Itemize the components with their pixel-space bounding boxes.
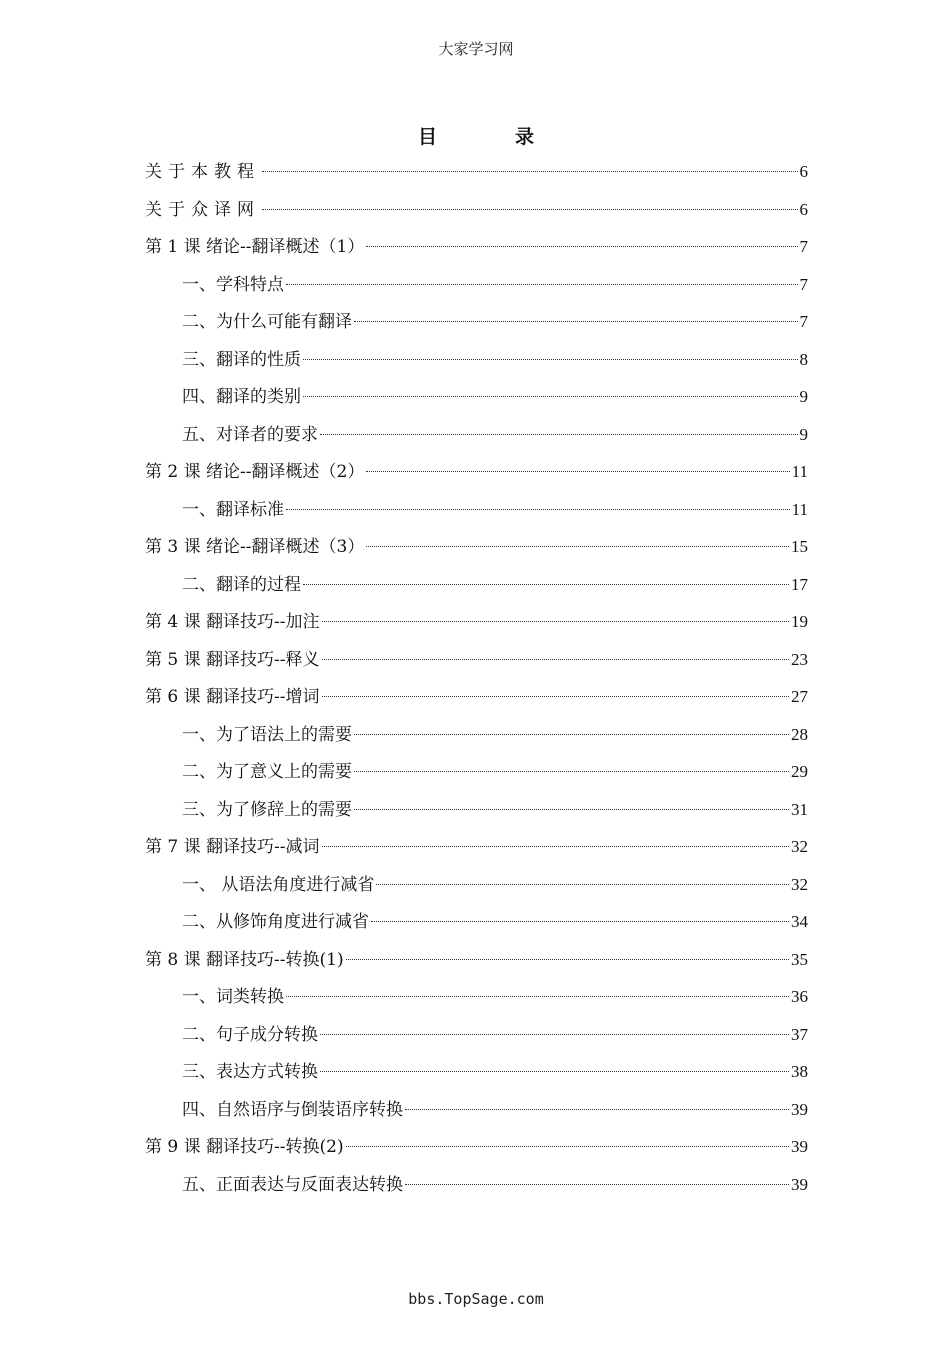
toc-entry-page-number: 9: [799, 387, 808, 406]
dot-leader: [354, 808, 789, 810]
dot-leader: [366, 245, 797, 247]
toc-entry[interactable]: [145, 416, 808, 454]
toc-entry-page-number: 28: [791, 724, 808, 744]
toc-entry[interactable]: [145, 341, 808, 379]
toc-entry-label: 一、词类转换: [182, 987, 284, 1007]
dot-leader: [303, 583, 789, 585]
page-footer: bbs.TopSage.com: [408, 1290, 544, 1308]
dot-leader: [303, 395, 798, 397]
toc-entry[interactable]: [145, 716, 808, 754]
dot-leader: [320, 1070, 789, 1072]
toc-entry[interactable]: [145, 191, 808, 229]
dot-leader: [346, 1145, 789, 1147]
toc-entry[interactable]: [145, 453, 808, 491]
toc-entry[interactable]: [145, 678, 808, 716]
toc-entry-page-number: 27: [791, 687, 808, 706]
dot-leader: [286, 995, 789, 997]
dot-leader: [286, 508, 790, 510]
toc-entry-label: 关于众译网: [145, 199, 260, 220]
dot-leader: [366, 470, 789, 472]
toc-entry-label: 一、为了语法上的需要: [182, 724, 352, 745]
toc-entry[interactable]: [145, 266, 808, 304]
dot-leader: [354, 320, 798, 322]
toc-entry-label: 一、翻译标准: [182, 499, 284, 520]
toc-entry[interactable]: [145, 941, 808, 979]
toc-entry[interactable]: [145, 978, 808, 1016]
toc-entry[interactable]: [145, 641, 808, 679]
toc-title-right: 录: [515, 126, 535, 148]
toc-entry-label: 关于本教程: [145, 162, 260, 182]
toc-entry[interactable]: [145, 603, 808, 641]
toc-entry-page-number: 32: [791, 874, 808, 894]
dot-leader: [322, 695, 789, 697]
dot-leader: [354, 770, 789, 772]
toc-entry-page-number: 39: [791, 1137, 808, 1156]
dot-leader: [320, 433, 798, 435]
toc-entry[interactable]: [145, 753, 808, 791]
toc-entry-label: 三、表达方式转换: [182, 1062, 318, 1082]
toc-entry[interactable]: [145, 1128, 808, 1166]
dot-leader: [346, 958, 789, 960]
toc-entry[interactable]: [145, 1016, 808, 1054]
toc-entry-page-number: 17: [791, 574, 808, 594]
toc-entry-page-number: 35: [791, 949, 808, 969]
toc-entry[interactable]: [145, 1166, 808, 1204]
toc-entry-label: 第 1 课 绪论--翻译概述（1）: [145, 237, 365, 257]
toc-entry-label: 第 2 课 绪论--翻译概述（2）: [145, 462, 365, 482]
toc-entry-label: 二、为了意义上的需要: [182, 762, 352, 782]
toc-entry-label: 第 3 课 绪论--翻译概述（3）: [145, 537, 365, 557]
toc-entry-label: 第 7 课 翻译技巧--减词: [145, 837, 320, 857]
toc-entry[interactable]: [145, 903, 808, 941]
toc-entry-page-number: 39: [791, 1099, 808, 1119]
dot-leader: [286, 283, 798, 285]
toc-entry-page-number: 11: [791, 499, 808, 519]
toc-entry-label: 一、 从语法角度进行减省: [182, 874, 375, 895]
toc-entry-page-number: 7: [799, 274, 808, 294]
toc-entry-page-number: 32: [791, 837, 808, 856]
toc-entry[interactable]: [145, 828, 808, 866]
toc-entry-page-number: 31: [791, 799, 808, 819]
page-header: 大家学习网: [438, 40, 514, 58]
toc-entry[interactable]: [145, 378, 808, 416]
dot-leader: [354, 733, 789, 735]
toc-entry-page-number: 6: [799, 199, 808, 219]
toc-entry-page-number: 29: [791, 762, 808, 781]
toc-entry-label: 二、翻译的过程: [182, 574, 301, 595]
toc-entry-label: 四、翻译的类别: [182, 387, 301, 407]
dot-leader: [322, 845, 789, 847]
toc-entry-page-number: 8: [799, 349, 808, 369]
toc-title-left: 目: [417, 126, 437, 148]
toc-entry-page-number: 7: [799, 312, 808, 331]
toc-entry-page-number: 19: [791, 612, 808, 631]
dot-leader: [262, 170, 798, 172]
toc-entry-page-number: 9: [799, 424, 808, 444]
toc-entry-page-number: 15: [791, 537, 808, 556]
toc-entry-label: 第 8 课 翻译技巧--转换(1): [145, 949, 344, 970]
toc-entry-page-number: 34: [791, 912, 808, 931]
toc-entry-label: 二、从修饰角度进行减省: [182, 912, 369, 932]
toc-entry-page-number: 11: [791, 462, 808, 481]
dot-leader: [366, 545, 789, 547]
toc-entry-label: 第 6 课 翻译技巧--增词: [145, 687, 320, 707]
dot-leader: [303, 358, 798, 360]
toc-entry-label: 第 5 课 翻译技巧--释义: [145, 649, 320, 670]
toc-entry[interactable]: [145, 1053, 808, 1091]
dot-leader: [405, 1108, 789, 1110]
toc-entry-label: 五、正面表达与反面表达转换: [182, 1174, 403, 1195]
dot-leader: [405, 1183, 789, 1185]
toc-entry-label: 五、对译者的要求: [182, 424, 318, 445]
toc-entry[interactable]: [145, 491, 808, 529]
toc-entry-label: 第 4 课 翻译技巧--加注: [145, 612, 320, 632]
dot-leader: [322, 658, 789, 660]
toc-entry-label: 四、自然语序与倒装语序转换: [182, 1099, 403, 1120]
toc-title: [0, 122, 952, 149]
dot-leader: [320, 1033, 789, 1035]
toc-entry[interactable]: [145, 866, 808, 904]
toc-entry-page-number: 6: [799, 162, 808, 181]
toc-entry-label: 三、为了修辞上的需要: [182, 799, 352, 820]
toc-entry-page-number: 23: [791, 649, 808, 669]
toc-entry-label: 二、句子成分转换: [182, 1024, 318, 1045]
toc-entry-page-number: 39: [791, 1174, 808, 1194]
toc-entry-page-number: 36: [791, 987, 808, 1006]
dot-leader: [262, 208, 798, 210]
toc-entry[interactable]: [145, 303, 808, 341]
toc-entry-label: 三、翻译的性质: [182, 349, 301, 370]
toc-entry[interactable]: [145, 153, 808, 191]
dot-leader: [376, 883, 789, 885]
toc-entry-label: 一、学科特点: [182, 274, 284, 295]
dot-leader: [322, 620, 789, 622]
toc-entry[interactable]: [145, 528, 808, 566]
toc-entry-label: 第 9 课 翻译技巧--转换(2): [145, 1137, 344, 1157]
table-of-contents: [145, 153, 808, 1203]
toc-entry-label: 二、为什么可能有翻译: [182, 312, 352, 332]
toc-entry-page-number: 7: [799, 237, 808, 256]
toc-entry-page-number: 38: [791, 1062, 808, 1081]
toc-entry[interactable]: [145, 566, 808, 604]
toc-entry[interactable]: [145, 791, 808, 829]
dot-leader: [371, 920, 789, 922]
toc-entry-page-number: 37: [791, 1024, 808, 1044]
toc-entry[interactable]: [145, 228, 808, 266]
toc-entry[interactable]: [145, 1091, 808, 1129]
